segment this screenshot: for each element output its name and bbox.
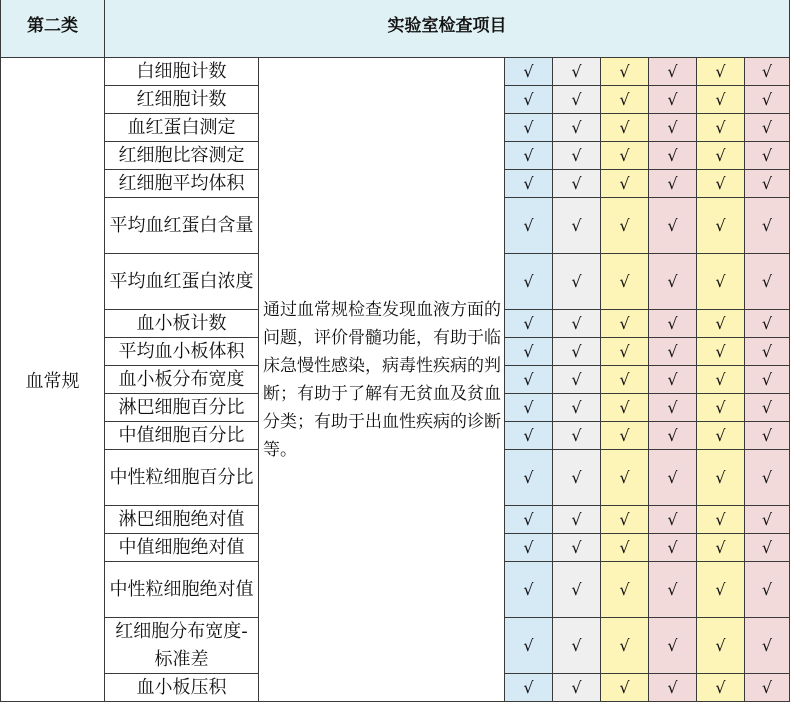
check-mark-cell: √ [745,114,790,142]
check-mark-cell: √ [505,338,553,366]
check-mark-cell: √ [505,394,553,422]
check-mark-cell: √ [649,254,697,310]
check-mark-cell: √ [649,366,697,394]
check-mark-cell: √ [745,142,790,170]
check-mark-cell: √ [601,114,649,142]
check-mark-cell: √ [505,254,553,310]
item-name-cell: 红细胞分布宽度-标准差 [105,618,259,674]
check-mark-cell: √ [601,170,649,198]
check-mark-cell: √ [601,394,649,422]
check-mark-cell: √ [745,450,790,506]
check-mark-cell: √ [601,310,649,338]
check-mark-cell: √ [553,366,601,394]
check-mark-cell: √ [745,338,790,366]
check-mark-cell: √ [553,86,601,114]
check-mark-cell: √ [745,562,790,618]
check-mark-cell: √ [553,422,601,450]
check-mark-cell: √ [505,562,553,618]
item-name-cell: 中性粒细胞百分比 [105,450,259,506]
check-mark-cell: √ [697,254,745,310]
item-name-cell: 血小板计数 [105,310,259,338]
item-name-cell: 平均血小板体积 [105,338,259,366]
check-mark-cell: √ [649,86,697,114]
check-mark-cell: √ [553,562,601,618]
description-cell: 通过血常规检查发现血液方面的问题，评价骨髓功能，有助于临床急慢性感染，病毒性疾病的判断；有助于了解有无贫血及贫血分类；有助于出血性疾病的诊断等。 [259,58,505,702]
item-name-cell: 中值细胞绝对值 [105,534,259,562]
item-name-cell: 平均血红蛋白浓度 [105,254,259,310]
item-name-cell: 白细胞计数 [105,58,259,86]
check-mark-cell: √ [601,562,649,618]
check-mark-cell: √ [505,366,553,394]
check-mark-cell: √ [745,422,790,450]
check-mark-cell: √ [697,86,745,114]
check-mark-cell: √ [697,450,745,506]
check-mark-cell: √ [745,618,790,674]
check-mark-cell: √ [697,114,745,142]
check-mark-cell: √ [505,450,553,506]
check-mark-cell: √ [697,198,745,254]
check-mark-cell: √ [697,310,745,338]
check-mark-cell: √ [745,170,790,198]
check-mark-cell: √ [505,170,553,198]
category-cell: 血常规 [0,58,105,702]
check-mark-cell: √ [697,618,745,674]
check-mark-cell: √ [505,674,553,702]
check-mark-cell: √ [697,534,745,562]
item-name-cell: 淋巴细胞百分比 [105,394,259,422]
check-mark-cell: √ [601,366,649,394]
check-mark-cell: √ [649,394,697,422]
check-mark-cell: √ [553,58,601,86]
check-mark-cell: √ [649,618,697,674]
check-mark-cell: √ [649,198,697,254]
check-mark-cell: √ [601,506,649,534]
check-mark-cell: √ [649,142,697,170]
check-mark-cell: √ [505,422,553,450]
check-mark-cell: √ [649,338,697,366]
check-mark-cell: √ [649,450,697,506]
check-mark-cell: √ [697,170,745,198]
check-mark-cell: √ [505,58,553,86]
check-mark-cell: √ [601,198,649,254]
check-mark-cell: √ [505,534,553,562]
check-mark-cell: √ [697,422,745,450]
item-name-cell: 中值细胞百分比 [105,422,259,450]
check-mark-cell: √ [601,422,649,450]
item-name-cell: 中性粒细胞绝对值 [105,562,259,618]
check-mark-cell: √ [745,198,790,254]
item-name-cell: 红细胞比容测定 [105,142,259,170]
check-mark-cell: √ [697,674,745,702]
check-mark-cell: √ [745,534,790,562]
item-name-cell: 红细胞计数 [105,86,259,114]
check-mark-cell: √ [697,562,745,618]
check-mark-cell: √ [553,338,601,366]
check-mark-cell: √ [553,394,601,422]
check-mark-cell: √ [649,114,697,142]
check-mark-cell: √ [553,254,601,310]
check-mark-cell: √ [697,142,745,170]
check-mark-cell: √ [553,506,601,534]
check-mark-cell: √ [553,618,601,674]
check-mark-cell: √ [553,450,601,506]
check-mark-cell: √ [745,86,790,114]
check-mark-cell: √ [505,142,553,170]
check-mark-cell: √ [505,506,553,534]
check-mark-cell: √ [745,674,790,702]
check-mark-cell: √ [505,618,553,674]
check-mark-cell: √ [697,366,745,394]
check-mark-cell: √ [601,674,649,702]
check-mark-cell: √ [697,506,745,534]
item-name-cell: 血红蛋白测定 [105,114,259,142]
check-mark-cell: √ [745,310,790,338]
check-mark-cell: √ [553,534,601,562]
item-name-cell: 平均血红蛋白含量 [105,198,259,254]
check-mark-cell: √ [553,170,601,198]
check-mark-cell: √ [649,562,697,618]
check-mark-cell: √ [601,534,649,562]
check-mark-cell: √ [745,506,790,534]
check-mark-cell: √ [601,450,649,506]
check-mark-cell: √ [697,58,745,86]
check-mark-cell: √ [505,310,553,338]
table-title-header: 实验室检查项目 [105,0,790,58]
check-mark-cell: √ [601,142,649,170]
check-mark-cell: √ [505,114,553,142]
item-name-cell: 血小板压积 [105,674,259,702]
check-mark-cell: √ [601,86,649,114]
check-mark-cell: √ [649,534,697,562]
item-name-cell: 红细胞平均体积 [105,170,259,198]
check-mark-cell: √ [553,142,601,170]
check-mark-cell: √ [601,618,649,674]
check-mark-cell: √ [745,58,790,86]
check-mark-cell: √ [553,198,601,254]
category-header: 第二类 [0,0,105,58]
check-mark-cell: √ [553,310,601,338]
check-mark-cell: √ [505,198,553,254]
check-mark-cell: √ [649,506,697,534]
check-mark-cell: √ [649,422,697,450]
check-mark-cell: √ [601,338,649,366]
check-mark-cell: √ [745,394,790,422]
check-mark-cell: √ [697,394,745,422]
check-mark-cell: √ [697,338,745,366]
check-mark-cell: √ [553,674,601,702]
check-mark-cell: √ [649,310,697,338]
check-mark-cell: √ [745,366,790,394]
item-name-cell: 血小板分布宽度 [105,366,259,394]
item-name-cell: 淋巴细胞绝对值 [105,506,259,534]
check-mark-cell: √ [649,674,697,702]
check-mark-cell: √ [553,114,601,142]
check-mark-cell: √ [745,254,790,310]
check-mark-cell: √ [601,58,649,86]
check-mark-cell: √ [649,58,697,86]
check-mark-cell: √ [505,86,553,114]
check-mark-cell: √ [649,170,697,198]
check-mark-cell: √ [601,254,649,310]
